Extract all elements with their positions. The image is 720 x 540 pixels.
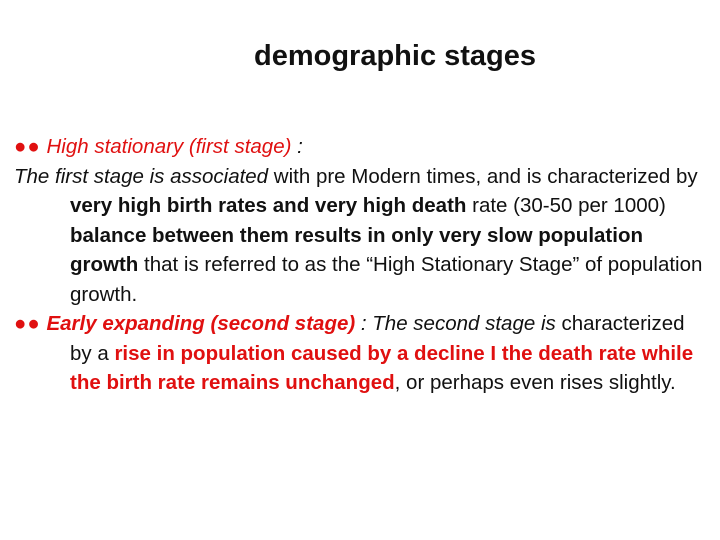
section2-heading: Early expanding (second stage) [46, 312, 356, 335]
section2-red-1: rise in population caused by a decline I the death rate while the birth rate remains unchanged [70, 341, 694, 394]
section1-bold-1: very high birth rates and very high death [70, 194, 467, 217]
bullet-icon: ●● [14, 312, 41, 335]
section1-text-2: rate (30-50 per 1000) [466, 194, 666, 217]
section2-text-2: , or perhaps even rises slightly. [394, 371, 676, 394]
section2-paragraph [14, 309, 704, 398]
bullet-icon: ●● [14, 135, 41, 158]
slide-body [14, 132, 704, 398]
section2-heading-tail: : The second stage is [355, 312, 556, 335]
section1-text-1: with pre Modern times, and is characterized by [268, 164, 698, 188]
slide-title: demographic stages [253, 40, 537, 72]
section1-text-3: that is referred to as the “High Stationary Stage” of population growth. [70, 253, 703, 306]
section1-lead: The first stage is associated [14, 164, 269, 188]
section1-heading-sep: : [291, 135, 303, 158]
section1-bold-2: balance between them results in only very slow population growth [70, 223, 643, 276]
section1-heading-line [14, 132, 704, 162]
section2-text-1: characterized by a [70, 312, 685, 365]
section1-heading: High stationary (first stage) [46, 135, 292, 158]
section1-paragraph [14, 162, 704, 310]
